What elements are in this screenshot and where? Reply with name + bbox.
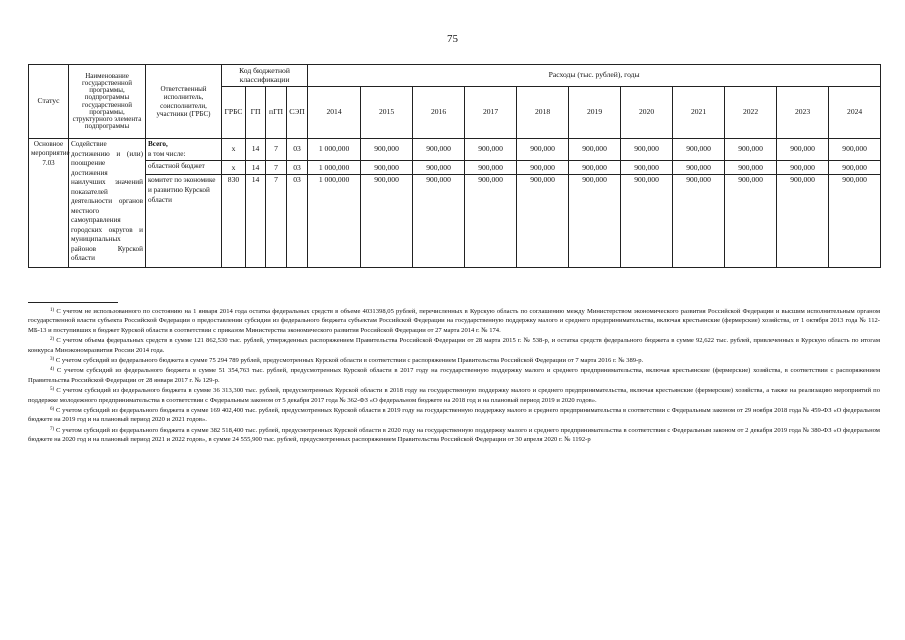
header-program-name: Наименование государственной программы, подпрограммы государственной программы, структурного элемента подпрограммы bbox=[69, 65, 146, 139]
footnote-mark: 6) bbox=[50, 407, 55, 413]
footnote-mark: 3) bbox=[50, 357, 55, 363]
footnote-text: С учетом объема федеральных средств в сумме 121 862,530 тыс. рублей, утвержденных распоряжением Правительства Российской Федерации от 28 марта 2015 г. № 538-р, и остатка средств федерального бюджета в сумме 92,622 тыс. рублей, привлеченных в Курскую область по итогам конкурса Минэкономразвития России 2014 года. bbox=[28, 337, 880, 354]
value-cell: 900,000 bbox=[465, 175, 517, 268]
value-cell: 900,000 bbox=[361, 139, 413, 161]
footnote-text: С учетом субсидий из федерального бюджета в сумме 382 518,400 тыс. рублей, предусмотренных Курской области в 2020 году на государственную поддержку малого и среднего предпринимательства в соответствии с Федеральным законом от 2 декабря 2019 года № 380-ФЗ «О федеральном бюджете на 2020 год и на плановый период 2021 и 2022 годов», в сумме 24 555,900 тыс. рублей, предусмотренных распоряжением Правительства Российской Федерации от 30 апреля 2020 г. № 1192-р bbox=[28, 426, 880, 444]
footnote-divider bbox=[28, 302, 118, 303]
responsible-total-label: Всего, bbox=[148, 140, 168, 148]
value-cell: 900,000 bbox=[517, 139, 569, 161]
code-pgp-cell: 7 bbox=[266, 139, 287, 161]
value-cell: 900,000 bbox=[829, 139, 881, 161]
header-year: 2021 bbox=[673, 87, 725, 139]
value-cell: 900,000 bbox=[673, 175, 725, 268]
value-cell: 900,000 bbox=[517, 161, 569, 175]
value-cell: 900,000 bbox=[725, 139, 777, 161]
value-cell: 1 000,000 bbox=[308, 175, 361, 268]
value-cell: 900,000 bbox=[777, 175, 829, 268]
value-cell: 900,000 bbox=[725, 161, 777, 175]
value-cell: 900,000 bbox=[621, 161, 673, 175]
code-gp-cell: 14 bbox=[246, 139, 266, 161]
header-expenses: Расходы (тыс. рублей), годы bbox=[308, 65, 881, 87]
header-year: 2019 bbox=[569, 87, 621, 139]
value-cell: 1 000,000 bbox=[308, 139, 361, 161]
header-year: 2020 bbox=[621, 87, 673, 139]
header-year: 2014 bbox=[308, 87, 361, 139]
header-year: 2023 bbox=[777, 87, 829, 139]
value-cell: 900,000 bbox=[621, 175, 673, 268]
code-gp-cell: 14 bbox=[246, 175, 266, 268]
value-cell: 900,000 bbox=[413, 161, 465, 175]
footnote bbox=[28, 425, 880, 445]
footnote-text: С учетом не использованного по состоянию на 1 января 2014 года остатка федеральных средств в объеме 4031398,05 рублей, перечисленных в Курскую область по соглашению между Министерством экономического развития Российской Федерации и высшим исполнительным органом государственной власти субъекта Российской Федерации о предоставлении субсидии из федерального бюджета субъектам Российской Федерации на государственную поддержку малого и среднего предпринимательства, включая крестьянские (фермерские) хозяйства, от 1 октября 2013 года № 112-МБ-13 и поступивших в бюджет Курской области в соответствии с приказом Министерства экономического развития Российской Федерации от 27 марта 2014 г. № 174. bbox=[28, 308, 880, 334]
footnote-mark: 5) bbox=[50, 387, 55, 393]
footnote bbox=[28, 405, 880, 425]
footnote bbox=[28, 335, 880, 355]
header-code-grbs: ГРБС bbox=[222, 87, 246, 139]
value-cell: 900,000 bbox=[621, 139, 673, 161]
value-cell: 900,000 bbox=[829, 175, 881, 268]
status-cell: Основное мероприятие 7.03 bbox=[29, 139, 69, 268]
footnotes bbox=[28, 306, 880, 445]
header-year: 2022 bbox=[725, 87, 777, 139]
value-cell: 1 000,000 bbox=[308, 161, 361, 175]
code-pgp-cell: 7 bbox=[266, 161, 287, 175]
code-sep-cell: 03 bbox=[287, 161, 308, 175]
program-name-cell: Содействие достижению и (или) поощрение достижения наилучших значений показателей деятельности органов местного самоуправления городских округов и муниципальных районов Курской области bbox=[69, 139, 146, 268]
footnote-text: С учетом субсидий из федерального бюджета в сумме 51 354,763 тыс. рублей, предусмотренных Курской области в 2017 году на государственную поддержку малого и среднего предпринимательства, включая крестьянские (фермерские) хозяйства, в соответствии с распоряжением Правительства Российской Федерации от 28 января 2017 г. № 129-р. bbox=[28, 367, 880, 384]
code-grbs-cell: 830 bbox=[222, 175, 246, 268]
value-cell: 900,000 bbox=[413, 139, 465, 161]
budget-table bbox=[28, 64, 881, 268]
responsible-cell: комитет по экономике и развитию Курской области bbox=[146, 175, 222, 268]
code-pgp-cell: 7 bbox=[266, 175, 287, 268]
responsible-cell: областной бюджет bbox=[146, 161, 222, 175]
footnote-text: С учетом субсидий из федерального бюджета в сумме 169 402,400 тыс. рублей, предусмотренных Курской области в 2019 году на государственную поддержку малого и среднего предпринимательства в соответствии с Федеральным законом от 29 ноября 2018 года № 459-ФЗ «О федеральном бюджете на 2019 год и на плановый период 2020 и 2021 годов». bbox=[28, 407, 880, 424]
header-year: 2024 bbox=[829, 87, 881, 139]
header-code-gp: ГП bbox=[246, 87, 266, 139]
value-cell: 900,000 bbox=[777, 139, 829, 161]
page-number: 75 bbox=[447, 33, 458, 45]
header-year: 2017 bbox=[465, 87, 517, 139]
value-cell: 900,000 bbox=[569, 161, 621, 175]
value-cell: 900,000 bbox=[725, 175, 777, 268]
value-cell: 900,000 bbox=[361, 175, 413, 268]
code-gp-cell: 14 bbox=[246, 161, 266, 175]
responsible-cell bbox=[146, 139, 222, 161]
value-cell: 900,000 bbox=[465, 139, 517, 161]
footnote bbox=[28, 365, 880, 385]
header-status: Статус bbox=[29, 65, 69, 139]
footnote bbox=[28, 385, 880, 405]
responsible-including-label: в том числе: bbox=[148, 149, 186, 158]
value-cell: 900,000 bbox=[517, 175, 569, 268]
value-cell: 900,000 bbox=[829, 161, 881, 175]
value-cell: 900,000 bbox=[413, 175, 465, 268]
value-cell: 900,000 bbox=[361, 161, 413, 175]
footnote-mark: 2) bbox=[50, 337, 55, 343]
footnote bbox=[28, 306, 880, 335]
header-year: 2016 bbox=[413, 87, 465, 139]
value-cell: 900,000 bbox=[569, 175, 621, 268]
code-grbs-cell: х bbox=[222, 161, 246, 175]
table-row-regional-budget bbox=[29, 161, 881, 175]
code-sep-cell: 03 bbox=[287, 139, 308, 161]
table-row-committee bbox=[29, 175, 881, 268]
code-grbs-cell: х bbox=[222, 139, 246, 161]
header-year: 2018 bbox=[517, 87, 569, 139]
table-row-total bbox=[29, 139, 881, 161]
value-cell: 900,000 bbox=[465, 161, 517, 175]
value-cell: 900,000 bbox=[777, 161, 829, 175]
code-sep-cell: 03 bbox=[287, 175, 308, 268]
header-budget-code: Код бюджетной классификации bbox=[222, 65, 308, 87]
footnote-text: С учетом субсидий из федерального бюджета в сумме 75 294 789 рублей, предусмотренных Курской области в соответствии с распоряжением Правительства Российской Федерации от 7 марта 2016 г. № 389-р. bbox=[55, 357, 644, 365]
header-year: 2015 bbox=[361, 87, 413, 139]
header-responsible: Ответственный исполнитель, соисполнители, участники (ГРБС) bbox=[146, 65, 222, 139]
header-code-sep: СЭП bbox=[287, 87, 308, 139]
value-cell: 900,000 bbox=[673, 139, 725, 161]
footnote-mark: 1) bbox=[50, 308, 55, 313]
header-code-pgp: пГП bbox=[266, 87, 287, 139]
footnote-mark: 4) bbox=[50, 367, 55, 373]
value-cell: 900,000 bbox=[673, 161, 725, 175]
footnote bbox=[28, 355, 880, 365]
footnote-mark: 7) bbox=[50, 426, 55, 432]
value-cell: 900,000 bbox=[569, 139, 621, 161]
footnote-text: С учетом субсидий из федерального бюджета в сумме 36 313,300 тыс. рублей, предусмотренных Курской области в 2018 году на государственную поддержку малого и среднего предпринимательства, включая крестьянские (фермерские) хозяйства, а также на реализацию мероприятий по поддержке молодежного предпринимательства в соответствии с Федеральным законом от 5 декабря 2017 года № 362-ФЗ «О федеральном бюджете на 2018 год и на плановый период 2019 и 2020 годов». bbox=[28, 387, 880, 404]
